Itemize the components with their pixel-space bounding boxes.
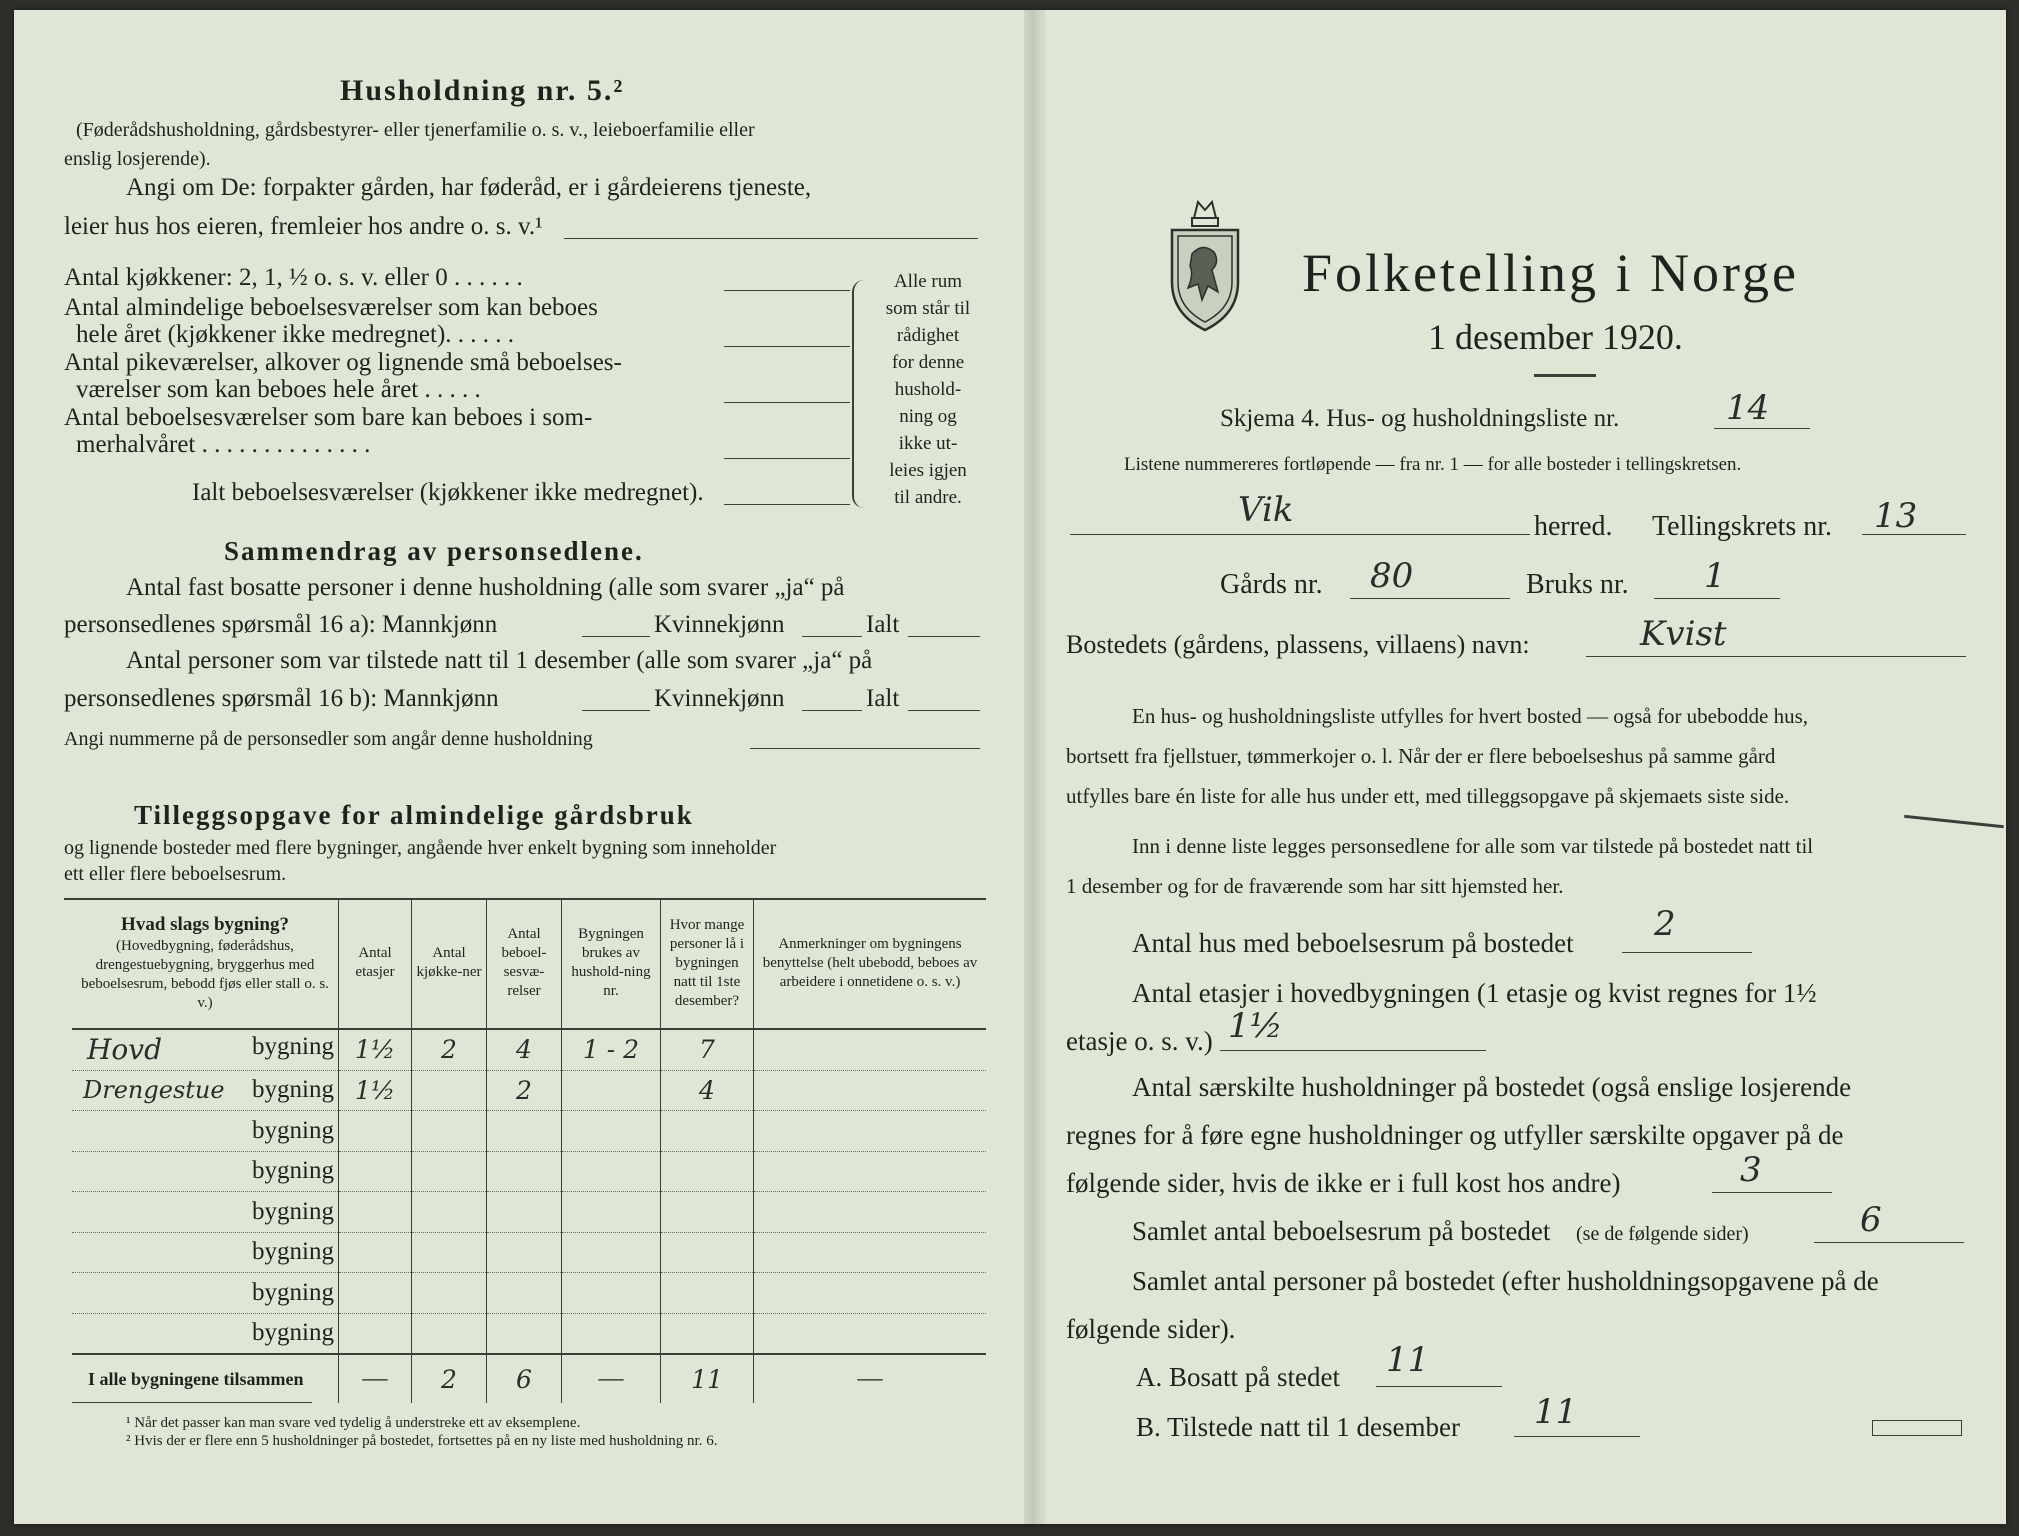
col-kitchens: Antal kjøkke-ner — [412, 898, 487, 1029]
persons-label-1: Samlet antal personer på bostedet (efter husholdningsopgavene på de — [1132, 1266, 1879, 1296]
col-rooms: Antal beboel-sesvæ-relser — [487, 898, 562, 1029]
bruks-label: Bruks nr. — [1526, 569, 1629, 600]
households-label-3: følgende sider, hvis de ikke er i full kost hos andre) — [1066, 1168, 1621, 1198]
row-persons: 7 — [661, 1029, 754, 1070]
tillegg-text-2: ett eller flere beboelsesrum. — [64, 863, 287, 885]
gards-line — [1350, 598, 1510, 599]
table-row: bygning — [72, 1192, 986, 1233]
bosted-value: Kvist — [1640, 614, 1727, 654]
rooms-total-line-right — [1814, 1242, 1964, 1243]
row-remarks — [754, 1029, 987, 1070]
rooms-small-2: værelser som kan beboes hele året . . . . . — [76, 376, 481, 403]
resident-female-label: Kvinnekjønn — [654, 611, 785, 638]
household-title: Husholdning nr. 5.² — [340, 74, 625, 107]
rooms-small-line — [724, 402, 850, 403]
summary-title: Sammendrag av personsedlene. — [224, 536, 644, 566]
census-title: Folketelling i Norge — [1302, 243, 1799, 303]
summary-present-2: personsedlenes spørsmål 16 b): Mannkjønn — [64, 685, 499, 712]
present-male-line — [582, 710, 650, 711]
instructions-1: En hus- og husholdningsliste utfylles for hvert bosted — også for ubebodde hus, — [1132, 704, 1808, 728]
bruks-value: 1 — [1704, 556, 1726, 596]
houses-line — [1622, 952, 1752, 953]
tillegg-text-1: og lignende bosteder med flere bygninger, angående hver enkelt bygning som inneholder — [64, 837, 777, 859]
krets-label: Tellingskrets nr. — [1652, 511, 1833, 542]
census-date: 1 desember 1920. — [1428, 317, 1683, 357]
present-total-label: Ialt — [866, 685, 900, 712]
rooms-total-note: (se de følgende sider) — [1576, 1223, 1749, 1245]
resident-value: 11 — [1386, 1340, 1430, 1380]
table-row: bygning — [72, 1151, 986, 1192]
present-value: 11 — [1534, 1392, 1578, 1432]
houses-label: Antal hus med beboelsesrum på bostedet — [1132, 928, 1574, 958]
rooms-summer-1: Antal beboelsesværelser som bare kan beboes i som- — [64, 404, 593, 431]
households-label-2: regnes for å føre egne husholdninger og utfyller særskilte opgaver på de — [1066, 1120, 1844, 1150]
rooms-kitchens-line — [724, 290, 850, 291]
floors-label-2: etasje o. s. v.) — [1066, 1026, 1213, 1056]
herred-line — [1070, 534, 1530, 535]
rooms-brace — [852, 280, 874, 508]
tenure-question-2: leier hus hos eieren, fremleier hos andre o. s. v.¹ — [64, 213, 543, 240]
floors-label-1: Antal etasjer i hovedbygningen (1 etasje og kvist regnes for 1½ — [1132, 978, 1817, 1008]
household-subtitle-2: enslig losjerende). — [64, 148, 211, 170]
present-total-line — [908, 710, 980, 711]
resident-total-line — [908, 636, 980, 637]
printer-stamp — [1872, 1420, 1962, 1436]
rooms-summer-2: merhalvåret . . . . . . . . . . . . . . — [76, 431, 371, 458]
table-row: Hovd bygning 1½ 2 4 1 - 2 7 — [72, 1029, 986, 1070]
krets-line — [1862, 534, 1966, 535]
bosted-label: Bostedets (gårdens, plassens, villaens) navn: — [1066, 630, 1530, 659]
col-persons: Hvor mange personer lå i bygningen natt til 1ste desember? — [661, 898, 754, 1029]
row-kitchens: 2 — [412, 1029, 487, 1070]
total-household: — — [562, 1354, 661, 1403]
col-remarks: Anmerkninger om bygningens benyttelse (helt ubebodd, beboes av arbeidere i onnetidene o. s. v.) — [754, 898, 987, 1029]
rooms-kitchens: Antal kjøkkener: 2, 1, ½ o. s. v. eller 0 . . . . . . — [64, 264, 523, 291]
list-number-value: 14 — [1726, 388, 1770, 428]
tenure-answer-line — [564, 238, 978, 239]
floors-line — [1220, 1050, 1486, 1051]
rooms-side-note: Alle rum som står til rådighet for denne hushold- ning og ikke ut- leies igjen til andre. — [885, 271, 971, 508]
col-floors: Antal etasjer — [339, 898, 412, 1029]
instructions-3: utfylles bare én liste for alle hus under ett, med tilleggsopgave på skjemaets siste side. — [1066, 784, 1790, 808]
bosted-line — [1586, 656, 1966, 657]
row-building-name: Hovd — [87, 1033, 163, 1067]
table-row: Drengestue bygning 1½ 2 4 — [72, 1070, 986, 1111]
col-building-type: Hvad slags bygning? (Hovedbygning, føderådshus, drengestuebygning, bryggerhus med beboelsesrum, bebodd fjøs eller stall o. s. v.) — [72, 898, 339, 1029]
rooms-ordinary-2: hele året (kjøkkener ikke medregnet). . . . . . — [76, 321, 515, 348]
resident-line — [1376, 1386, 1502, 1387]
census-sheet — [14, 10, 2006, 1524]
resident-label: A. Bosatt på stedet — [1136, 1362, 1340, 1392]
page-fold — [1024, 10, 1046, 1524]
underline-stroke — [1904, 815, 2004, 828]
total-label: I alle bygningene tilsammen — [72, 1354, 339, 1403]
household-subtitle-1: (Føderådshusholdning, gårdsbestyrer- eller tjenerfamilie o. s. v., leieboerfamilie eller — [76, 119, 755, 141]
row-remarks — [754, 1070, 987, 1111]
households-line — [1712, 1192, 1832, 1193]
rooms-ordinary-line — [724, 346, 850, 347]
tillegg-title: Tilleggsopgave for almindelige gårdsbruk — [134, 800, 694, 830]
households-label-1: Antal særskilte husholdninger på bostedet (også enslige losjerende — [1132, 1072, 1852, 1102]
rooms-small-1: Antal pikeværelser, alkover og lignende små beboelses- — [64, 349, 622, 376]
summary-resident-1: Antal fast bosatte personer i denne husholdning (alle som svarer „ja“ på — [126, 574, 845, 601]
tenure-question-1: Angi om De: forpakter gården, har føderåd, er i gårdeierens tjeneste, — [126, 174, 812, 201]
bruks-line — [1654, 598, 1780, 599]
row-floors: 1½ — [339, 1070, 412, 1111]
row-kitchens — [412, 1070, 487, 1111]
row-floors: 1½ — [339, 1029, 412, 1070]
rooms-total-line — [724, 504, 850, 505]
rooms-ordinary-1: Antal almindelige beboelsesværelser som kan beboes — [64, 294, 598, 321]
total-kitchens: 2 — [412, 1354, 487, 1403]
row-household — [562, 1070, 661, 1111]
list-number-line — [1714, 428, 1810, 429]
houses-value: 2 — [1654, 904, 1676, 944]
present-female-line — [802, 710, 862, 711]
col-household: Bygningen brukes av hushold-ning nr. — [562, 898, 661, 1029]
row-building-name: Drengestue — [83, 1076, 225, 1105]
table-row: bygning — [72, 1232, 986, 1273]
total-rooms: 6 — [487, 1354, 562, 1403]
skjema-label: Skjema 4. Hus- og husholdningsliste nr. — [1220, 405, 1620, 432]
herred-label: herred. — [1534, 511, 1613, 542]
footnote-rule — [72, 1402, 312, 1403]
summary-numbers-line — [750, 748, 980, 749]
herred-value: Vik — [1238, 490, 1294, 530]
instructions-4: Inn i denne liste legges personsedlene for alle som var tilstede på bostedet natt til — [1132, 834, 1814, 858]
krets-value: 13 — [1874, 496, 1918, 536]
row-household: 1 - 2 — [562, 1029, 661, 1070]
footnote-2: ² Hvis der er flere enn 5 husholdninger på bostedet, fortsettes på en ny liste med husholdning nr. 6. — [126, 1433, 718, 1449]
summary-present-1: Antal personer som var tilstede natt til 1 desember (alle som svarer „ja“ på — [126, 647, 873, 674]
table-row: bygning — [72, 1273, 986, 1314]
footnote-1: ¹ Når det passer kan man svare ved tydelig å understreke ett av eksemplene. — [126, 1415, 581, 1431]
numbering-note: Listene nummereres fortløpende — fra nr. 1 — for alle bosteder i tellingskretsen. — [1124, 454, 1742, 475]
norway-coat-of-arms-icon — [1164, 196, 1246, 334]
rooms-total-value: 6 — [1860, 1200, 1882, 1240]
table-header-row — [72, 898, 986, 1029]
table-total-row — [72, 1354, 986, 1403]
summary-resident-2: personsedlenes spørsmål 16 a): Mannkjønn — [64, 611, 498, 638]
present-line — [1514, 1436, 1640, 1437]
resident-total-label: Ialt — [866, 611, 900, 638]
table-row: bygning — [72, 1111, 986, 1152]
rooms-total-label: Samlet antal beboelsesrum på bostedet — [1132, 1216, 1551, 1246]
resident-male-line — [582, 636, 650, 637]
gards-label: Gårds nr. — [1220, 569, 1323, 600]
instructions-2: bortsett fra fjellstuer, tømmerkojer o. l. Når der er flere beboelseshus på samme gård — [1066, 744, 1776, 768]
col-building-type-note: (Hovedbygning, føderådshus, drengestuebygning, bryggerhus med beboelsesrum, bebodd fjøs eller stall o. s. v.) — [81, 938, 329, 1011]
row-rooms: 2 — [487, 1070, 562, 1111]
row-persons: 4 — [661, 1070, 754, 1111]
total-remarks: — — [754, 1354, 987, 1403]
summary-numbers: Angi nummerne på de personsedler som angår denne husholdning — [64, 728, 593, 750]
resident-female-line — [802, 636, 862, 637]
present-label: B. Tilstede natt til 1 desember — [1136, 1412, 1460, 1442]
rooms-total: Ialt beboelsesværelser (kjøkkener ikke medregnet). — [192, 479, 704, 506]
building-table — [72, 898, 986, 1403]
floors-value: 1½ — [1228, 1006, 1283, 1046]
date-rule — [1534, 374, 1596, 377]
total-floors: — — [339, 1354, 412, 1403]
total-persons: 11 — [661, 1354, 754, 1403]
households-value: 3 — [1740, 1150, 1762, 1190]
rooms-summer-line — [724, 458, 850, 459]
row-rooms: 4 — [487, 1029, 562, 1070]
instructions-5: 1 desember og for de fraværende som har sitt hjemsted her. — [1066, 874, 1564, 898]
table-row: bygning — [72, 1313, 986, 1354]
present-female-label: Kvinnekjønn — [654, 685, 785, 712]
gards-value: 80 — [1370, 556, 1414, 596]
persons-label-2: følgende sider). — [1066, 1314, 1236, 1344]
